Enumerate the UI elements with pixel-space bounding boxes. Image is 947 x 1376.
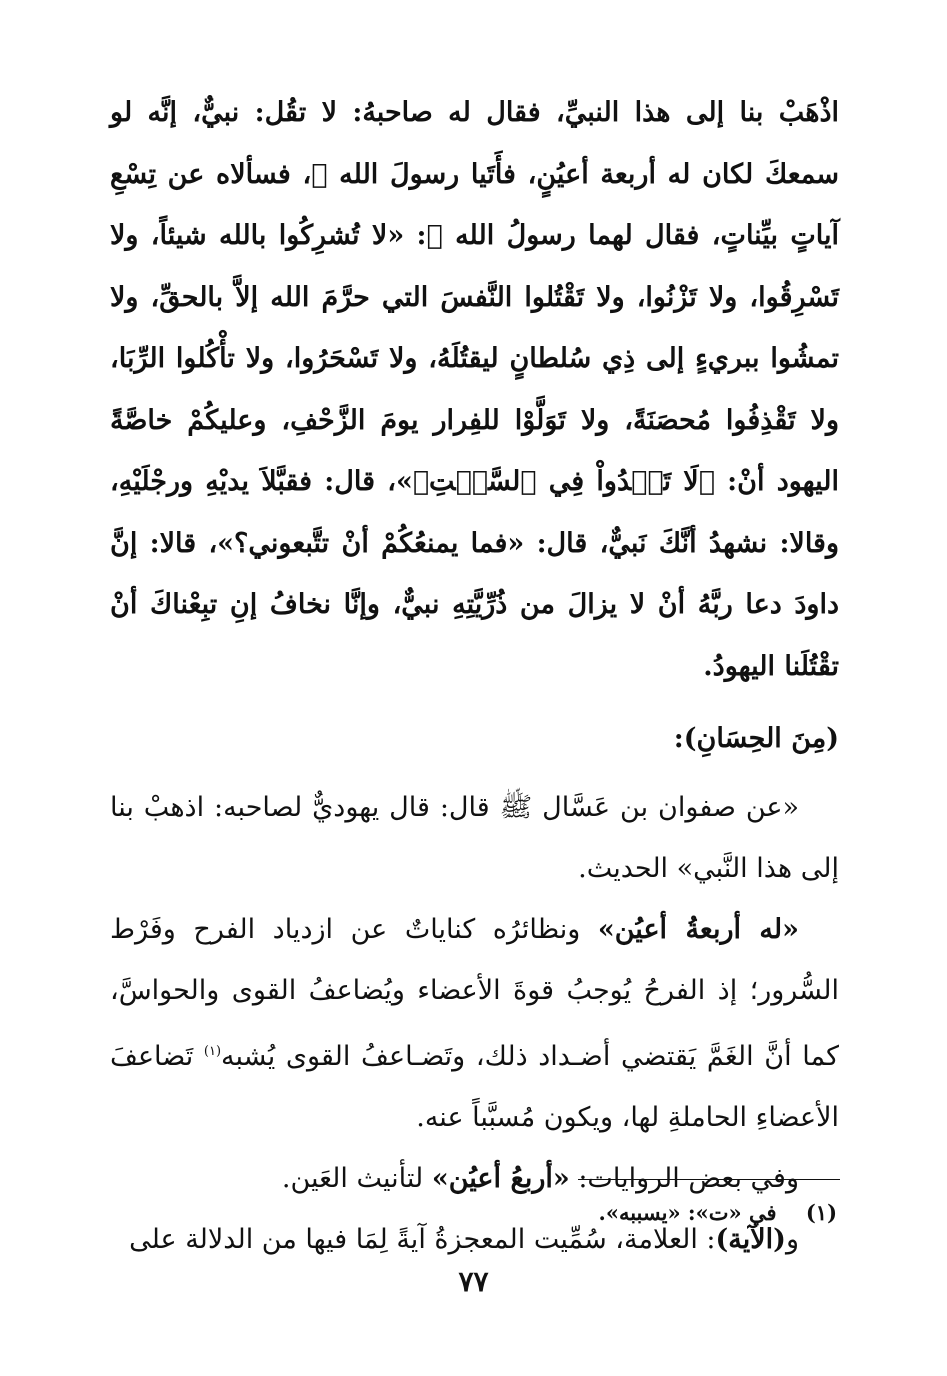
commentary-paragraph-2 [110, 899, 839, 1148]
quoted-phrase: «له أربعةُ أعيُن» [597, 914, 799, 945]
footnote [599, 1200, 837, 1225]
footnote-text: في «ت»: «يسببه». [598, 1200, 777, 1225]
main-text-block [110, 82, 839, 1270]
footnote-marker: (١) [203, 1044, 222, 1059]
footnote-number: (١) [805, 1200, 837, 1225]
page-number: ٧٧ [458, 1265, 489, 1298]
section-heading: (مِنَ الحِسَانِ): [673, 723, 839, 754]
quoted-term: (الآية) [715, 1224, 786, 1255]
hadith-paragraph: اذْهَبْ بنا إلى هذا النبيِّ، فقال له صاحبهُ: لا تقُل: نبيٌّ، إنَّه لو سمعكَ لكان له أربعة أعيُنٍ، فأَتَيا رسولَ الله ﷺ، فسألاه عن تِسْعِ آياتٍ بيِّناتٍ، فقال لهما رسولُ الله ﷺ: «لا تُشرِكُوا بالله شيئاً، ولا تَسْرِقُوا، ولا تَزْنُوا، ولا تَقْتُلوا النَّفسَ التي حرَّمَ الله إلاَّ بالحقِّ، ولا تمشُوا ببريءٍ إلى ذِي سُلطانٍ ليقتُلَهُ، ولا تَسْحَرُوا، ولا تأْكُلوا الرِّبَا، ولا تَقْذِفُوا مُحصَنَةً، ولا تَوَلَّوْا للفِرار يومَ الزَّحْفِ، وعليكُمْ خاصَّةً اليهود أنْ: ﴿لَا تَعۡدُواْ فِي ٱلسَّبۡتِ﴾»، قال: فقبَّلاَ يديْهِ ورجْلَيْهِ، وقالا: نشهدُ أنَّكَ نَبيٌّ، قال: «فما يمنعُكُمْ أنْ تتَّبعوني؟»، قالا: إنَّ داودَ دعا ربَّهُ أنْ لا يزالَ من ذُرِّيَّتِهِ نبيٌّ، وإنَّا نخافُ إنِ تبِعْناكَ أنْ تقْتُلَنا اليهودُ. [110, 97, 839, 682]
paragraph-text-end: : العلامة، سُمِّيت المعجزةُ آيةً لِمَا فيها من الدلالة على [129, 1224, 716, 1255]
paragraph-text: وفي بعض الروايات: [569, 1163, 799, 1194]
quoted-phrase: «أربعُ أعيُن» [431, 1163, 570, 1194]
footnote-divider [578, 1179, 840, 1180]
paragraph-text-end: لتأنيث العَين. [281, 1163, 432, 1194]
paragraph-text: و [785, 1224, 799, 1255]
paragraph-text-tail: تَضاعفَ الأعضاءِ الحاملةِ لها، ويكون مُسبَّباً عنه. [110, 1041, 839, 1133]
paragraph-text: ونظائرُه كناياتٌ عن ازدياد الفرح وفَرْط السُّرور؛ إذ الفرحُ يُوجبُ قوةَ الأعضاء ويُضاعفُ القوى والحواسَّ، كما أنَّ الغَمَّ يَقتضي أضـداد ذلك، وتَضـاعفُ القوى يُشبه [110, 914, 839, 1072]
commentary-paragraph-1: «عن صفوان بن عَسَّال ﷺ قال: قال يهوديٌّ لصاحبه: اذهبْ بنا إلى هذا النَّبي» الحديث. [110, 792, 839, 884]
